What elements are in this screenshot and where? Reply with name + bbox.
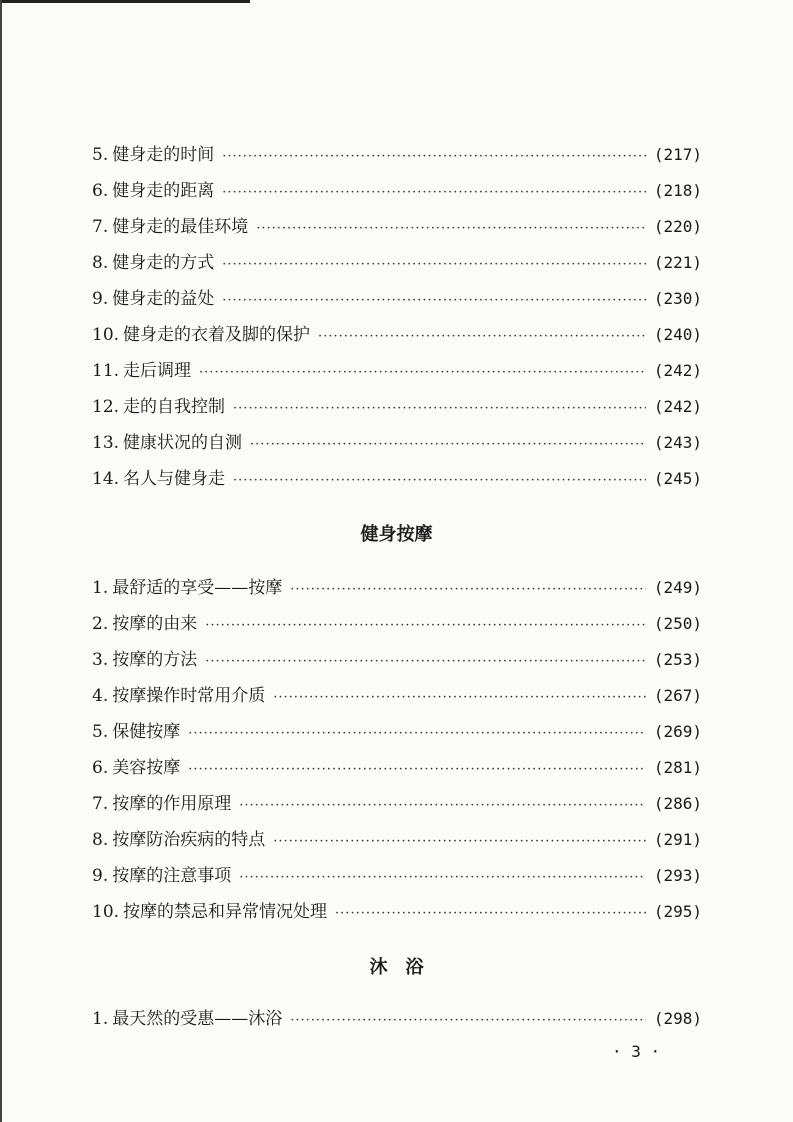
page-number: · 3 · <box>612 1042 661 1061</box>
section-heading-massage: 健身按摩 <box>360 524 433 545</box>
toc-entry-page: (253) <box>653 650 702 669</box>
dot-leader <box>233 391 646 427</box>
dot-leader <box>273 680 646 716</box>
toc-entry-page: (295) <box>653 902 702 921</box>
dot-leader <box>239 788 646 824</box>
toc-entry-page: (218) <box>653 181 702 200</box>
toc-entry-page: (230) <box>653 289 702 308</box>
toc-entry-number: 1. <box>92 1009 109 1029</box>
toc-entry-title: 按摩的作用原理 <box>112 794 232 814</box>
toc-entry <box>92 786 702 822</box>
toc-entry-page: (220) <box>653 217 702 236</box>
toc-entry-page: (245) <box>653 469 702 488</box>
toc-entry-number: 7. <box>92 217 109 237</box>
toc-entry-number: 8. <box>92 830 109 850</box>
toc-entry-title: 最舒适的享受——按摩 <box>112 578 283 598</box>
dot-leader <box>335 896 646 932</box>
toc-entry <box>92 425 702 461</box>
toc-entry-page: (242) <box>653 361 702 380</box>
toc-entry-number: 2. <box>92 614 109 634</box>
dot-leader <box>222 247 646 283</box>
dot-leader <box>199 355 646 391</box>
dot-leader <box>256 211 646 247</box>
dot-leader <box>273 824 646 860</box>
dot-leader <box>222 139 646 175</box>
toc-entry-title: 按摩的注意事项 <box>112 866 232 886</box>
toc-entry-number: 1. <box>92 578 109 598</box>
toc-section-bathing <box>92 1001 702 1037</box>
toc-entry-page: (240) <box>653 325 702 344</box>
toc-entry-page: (217) <box>653 145 702 164</box>
toc-entry-page: (291) <box>653 830 702 849</box>
toc-entry-page: (249) <box>653 578 702 597</box>
dot-leader <box>188 716 646 752</box>
toc-entry-number: 6. <box>92 181 109 201</box>
dot-leader <box>188 752 646 788</box>
toc-entry-title: 健身走的时间 <box>112 145 215 165</box>
toc-entry-title: 健身走的最佳环境 <box>112 217 249 237</box>
dot-leader <box>205 608 646 644</box>
toc-entry-number: 10. <box>92 902 120 922</box>
toc-entry-page: (267) <box>653 686 702 705</box>
toc-entry-number: 5. <box>92 145 109 165</box>
toc-entry-number: 7. <box>92 794 109 814</box>
section-heading-bathing: 沐 浴 <box>369 957 424 978</box>
toc-entry-number: 14. <box>92 469 120 489</box>
dot-leader <box>205 644 646 680</box>
toc-entry-number: 8. <box>92 253 109 273</box>
toc-entry <box>92 570 702 606</box>
toc-entry <box>92 750 702 786</box>
toc-entry <box>92 858 702 894</box>
dot-leader <box>290 1003 646 1039</box>
toc-entry <box>92 678 702 714</box>
toc-entry-number: 4. <box>92 686 109 706</box>
toc-section-walking <box>92 137 702 497</box>
toc-entry-page: (243) <box>653 433 702 452</box>
toc-entry <box>92 209 702 245</box>
toc-entry <box>92 1001 702 1037</box>
toc-entry-title: 按摩防治疾病的特点 <box>112 830 266 850</box>
toc-entry-page: (298) <box>653 1009 702 1028</box>
toc-entry-title: 健康状况的自测 <box>123 433 243 453</box>
toc-entry-number: 5. <box>92 722 109 742</box>
top-rule <box>0 0 250 3</box>
toc-entry <box>92 822 702 858</box>
toc-entry-title: 按摩的方法 <box>112 650 198 670</box>
dot-leader <box>250 427 646 463</box>
dot-leader <box>318 319 646 355</box>
toc-entry-page: (293) <box>653 866 702 885</box>
toc-entry <box>92 173 702 209</box>
toc-entry <box>92 245 702 281</box>
toc-entry-title: 走后调理 <box>123 361 192 381</box>
toc-entry-title: 美容按摩 <box>112 758 181 778</box>
toc-entry-number: 13. <box>92 433 120 453</box>
toc-entry <box>92 642 702 678</box>
toc-entry-number: 6. <box>92 758 109 778</box>
toc-entry <box>92 353 702 389</box>
toc-entry-page: (269) <box>653 722 702 741</box>
toc-entry-title: 按摩操作时常用介质 <box>112 686 266 706</box>
toc-entry-title: 健身走的益处 <box>112 289 215 309</box>
toc-entry-title: 健身走的方式 <box>112 253 215 273</box>
toc-entry <box>92 606 702 642</box>
toc-entry-number: 11. <box>92 361 120 381</box>
toc-entry <box>92 317 702 353</box>
toc-entry-page: (221) <box>653 253 702 272</box>
toc-entry-number: 9. <box>92 866 109 886</box>
dot-leader <box>233 463 646 499</box>
toc-section-massage <box>92 570 702 930</box>
toc-entry <box>92 714 702 750</box>
toc-entry <box>92 461 702 497</box>
toc-entry-number: 3. <box>92 650 109 670</box>
toc-entry-title: 按摩的由来 <box>112 614 198 634</box>
toc-entry-title: 健身走的距离 <box>112 181 215 201</box>
dot-leader <box>222 175 646 211</box>
toc-entry-title: 健身走的衣着及脚的保护 <box>123 325 311 345</box>
toc-entry-title: 保健按摩 <box>112 722 181 742</box>
toc-entry-title: 名人与健身走 <box>123 469 226 489</box>
toc-entry-page: (250) <box>653 614 702 633</box>
dot-leader <box>239 860 646 896</box>
toc-entry-number: 10. <box>92 325 120 345</box>
toc-entry <box>92 389 702 425</box>
toc-entry-number: 9. <box>92 289 109 309</box>
toc-entry-number: 12. <box>92 397 120 417</box>
dot-leader <box>290 572 646 608</box>
toc-entry <box>92 137 702 173</box>
toc-entry-title: 走的自我控制 <box>123 397 226 417</box>
toc-entry-title: 最天然的受惠——沐浴 <box>112 1009 283 1029</box>
toc-entry <box>92 281 702 317</box>
toc-entry-page: (281) <box>653 758 702 777</box>
toc-entry-page: (286) <box>653 794 702 813</box>
toc-entry-page: (242) <box>653 397 702 416</box>
toc-entry-title: 按摩的禁忌和异常情况处理 <box>123 902 328 922</box>
toc-entry <box>92 894 702 930</box>
dot-leader <box>222 283 646 319</box>
